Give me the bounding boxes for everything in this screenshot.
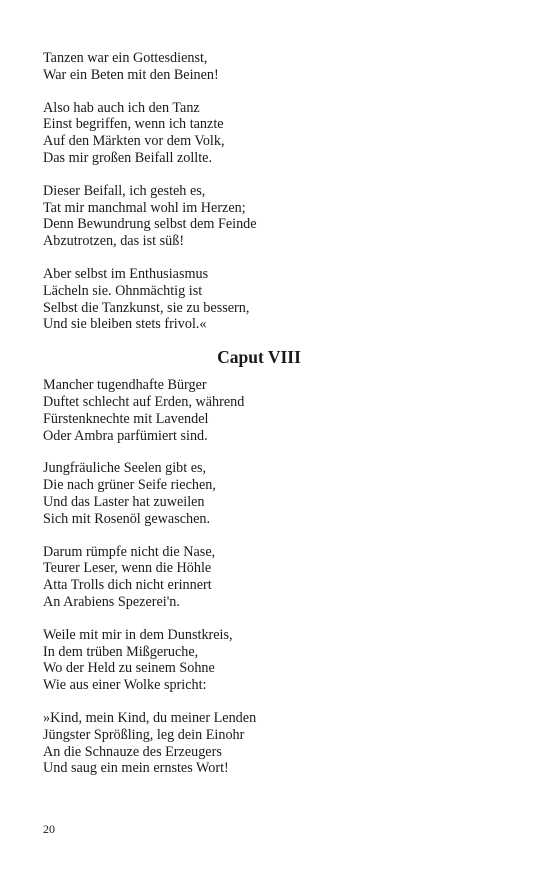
verse-line: Und sie bleiben stets frivol.« [43,316,207,333]
stanza [43,710,513,777]
verse-line: Jungfräuliche Seelen gibt es, [43,460,207,477]
poem-section-chapter [43,377,513,777]
verse-line: Jüngster Sprößling, leg dein Einohr [43,726,245,743]
verse-line: Oder Ambra parfümiert sind. [43,427,208,444]
verse-line: An Arabiens Spezerei'n. [43,593,180,610]
verse-line: Dieser Beifall, ich gesteh es, [43,182,206,199]
verse-line: Die nach grüner Seife riechen, [43,477,216,494]
verse-line: An die Schnauze des Erzeugers [43,743,222,760]
verse-line: Einst begriffen, wenn ich tanzte [43,116,224,133]
stanza [43,100,513,167]
chapter-title: Caput VIII [217,347,301,368]
verse-line: Also hab auch ich den Tanz [43,99,200,116]
verse-line: Mancher tugendhafte Bürger [43,377,207,394]
verse-line: In dem trüben Mißgeruche, [43,643,199,660]
verse-line: Das mir großen Beifall zollte. [43,149,213,166]
verse-line: Tat mir manchmal wohl im Herzen; [43,199,246,216]
verse-line: Lächeln sie. Ohnmächtig ist [43,282,203,299]
verse-line: Sich mit Rosenöl gewaschen. [43,510,211,527]
stanza [43,266,513,333]
stanza [43,377,513,444]
verse-line: Selbst die Tanzkunst, sie zu bessern, [43,299,250,316]
book-page [43,50,513,793]
page-number: 20 [43,822,55,836]
verse-line: Weile mit mir in dem Dunstkreis, [43,626,233,643]
verse-line: Darum rümpfe nicht die Nase, [43,543,216,560]
verse-line: Auf den Märkten vor dem Volk, [43,133,225,150]
stanza [43,544,513,611]
verse-line: Und saug ein mein ernstes Wort! [43,760,229,777]
verse-line: Atta Trolls dich nicht erinnert [43,577,212,594]
verse-line: Denn Bewundrung selbst dem Feinde [43,216,257,233]
stanza [43,627,513,694]
verse-line: Tanzen war ein Gottesdienst, [43,50,208,66]
verse-line: Wo der Held zu seinem Sohne [43,660,215,677]
verse-line: Duftet schlecht auf Erden, während [43,393,245,410]
verse-line: Wie aus einer Wolke spricht: [43,677,207,694]
verse-line: Abzutrotzen, das ist süß! [43,233,185,250]
poem-section-continued [43,50,513,333]
stanza [43,183,513,250]
verse-line: Und das Laster hat zuweilen [43,493,205,510]
verse-line: War ein Beten mit den Beinen! [43,66,219,83]
verse-line: Fürstenknechte mit Lavendel [43,410,209,427]
stanza [43,460,513,527]
verse-line: »Kind, mein Kind, du meiner Lenden [43,709,257,726]
verse-line: Teurer Leser, wenn die Höhle [43,560,212,577]
verse-line: Aber selbst im Enthusiasmus [43,265,209,282]
stanza [43,50,513,84]
